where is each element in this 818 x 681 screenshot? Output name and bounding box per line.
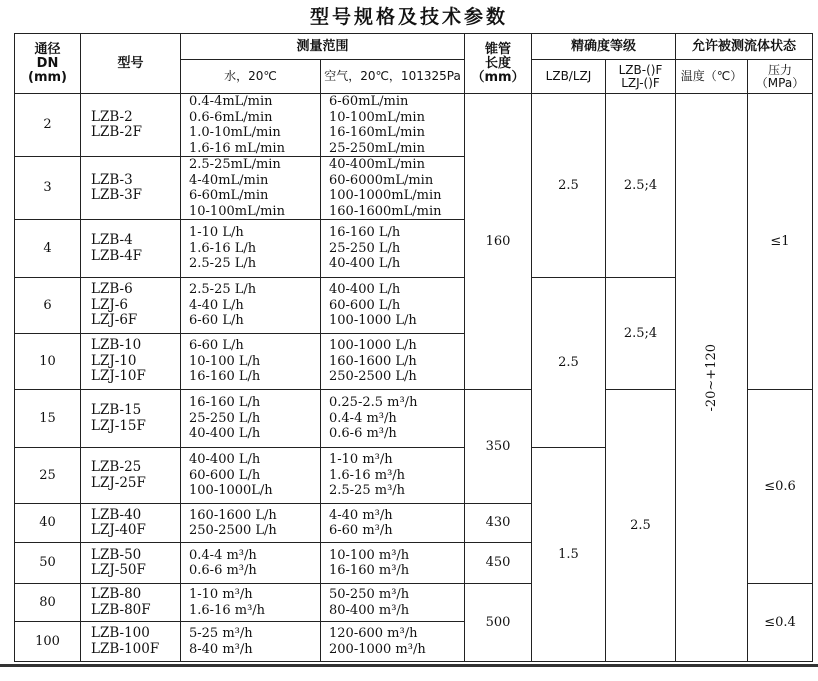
air-range-cell: 10-100 m³/h 16-160 m³/h bbox=[321, 543, 465, 584]
air-range-cell: 1-10 m³/h 1.6-16 m³/h 2.5-25 m³/h bbox=[321, 448, 465, 504]
dn-cell: 15 bbox=[15, 390, 81, 448]
air-range-cell: 40-400mL/min 60-6000mL/min 100-1000mL/min 160-1600mL/min bbox=[321, 157, 465, 220]
water-range-cell: 160-1600 L/h 250-2500 L/h bbox=[181, 504, 321, 543]
page-title: 型号规格及技术参数 bbox=[309, 6, 508, 28]
tube-length-cell: 500 bbox=[465, 584, 532, 662]
air-range-cell: 40-400 L/h 60-600 L/h 100-1000 L/h bbox=[321, 278, 465, 334]
dn-cell: 4 bbox=[15, 220, 81, 278]
temperature-cell: -20~+120 bbox=[676, 94, 748, 662]
air-range-cell: 50-250 m³/h 80-400 m³/h bbox=[321, 584, 465, 622]
header-pressure: 压力（MPa） bbox=[748, 60, 813, 94]
tube-length-cell: 350 bbox=[465, 390, 532, 504]
model-cell: LZB-50 LZJ-50F bbox=[81, 543, 181, 584]
water-range-cell: 2.5-25mL/min 4-40mL/min 6-60mL/min 10-100mL/min bbox=[181, 157, 321, 220]
dn-cell: 3 bbox=[15, 157, 81, 220]
model-cell: LZB-2 LZB-2F bbox=[81, 94, 181, 157]
water-range-cell: 16-160 L/h 25-250 L/h 40-400 L/h bbox=[181, 390, 321, 448]
air-range-cell: 4-40 m³/h 6-60 m³/h bbox=[321, 504, 465, 543]
water-range-cell: 2.5-25 L/h 4-40 L/h 6-60 L/h bbox=[181, 278, 321, 334]
pressure-cell: ≤0.4 bbox=[748, 584, 813, 662]
header-fluid-state: 允许被测流体状态 bbox=[676, 34, 813, 60]
header-accuracy: 精确度等级 bbox=[532, 34, 676, 60]
accuracy-lzb-cell: 2.5 bbox=[532, 94, 606, 278]
dn-cell: 50 bbox=[15, 543, 81, 584]
air-range-cell: 0.25-2.5 m³/h 0.4-4 m³/h 0.6-6 m³/h bbox=[321, 390, 465, 448]
dn-cell: 40 bbox=[15, 504, 81, 543]
dn-cell: 10 bbox=[15, 334, 81, 390]
water-range-cell: 0.4-4 m³/h 0.6-6 m³/h bbox=[181, 543, 321, 584]
water-range-cell: 1-10 L/h 1.6-16 L/h 2.5-25 L/h bbox=[181, 220, 321, 278]
dn-cell: 80 bbox=[15, 584, 81, 622]
header-air: 空气，20℃，101325Pa bbox=[321, 60, 465, 94]
accuracy-lzb-cell: 1.5 bbox=[532, 448, 606, 662]
header-water: 水，20℃ bbox=[181, 60, 321, 94]
dn-cell: 100 bbox=[15, 622, 81, 662]
air-range-cell: 16-160 L/h 25-250 L/h 40-400 L/h bbox=[321, 220, 465, 278]
header-model: 型号 bbox=[81, 34, 181, 94]
model-cell: LZB-6 LZJ-6 LZJ-6F bbox=[81, 278, 181, 334]
spec-table bbox=[14, 33, 813, 662]
bottom-rule bbox=[0, 664, 818, 667]
model-cell: LZB-25 LZJ-25F bbox=[81, 448, 181, 504]
header-temp: 温度（℃） bbox=[676, 60, 748, 94]
header-tube-length: 锥管 长度 （mm） bbox=[465, 34, 532, 94]
header-dn: 通径 DN (mm) bbox=[15, 34, 81, 94]
tube-length-cell: 160 bbox=[465, 94, 532, 390]
model-cell: LZB-15 LZJ-15F bbox=[81, 390, 181, 448]
water-range-cell: 1-10 m³/h 1.6-16 m³/h bbox=[181, 584, 321, 622]
water-range-cell: 5-25 m³/h 8-40 m³/h bbox=[181, 622, 321, 662]
air-range-cell: 120-600 m³/h 200-1000 m³/h bbox=[321, 622, 465, 662]
header-acc-lzb: LZB/LZJ bbox=[532, 60, 606, 94]
accuracy-lzb-cell: 2.5 bbox=[532, 278, 606, 448]
air-range-cell: 100-1000 L/h 160-1600 L/h 250-2500 L/h bbox=[321, 334, 465, 390]
dn-cell: 25 bbox=[15, 448, 81, 504]
model-cell: LZB-3 LZB-3F bbox=[81, 157, 181, 220]
dn-cell: 6 bbox=[15, 278, 81, 334]
model-cell: LZB-40 LZJ-40F bbox=[81, 504, 181, 543]
tube-length-cell: 430 bbox=[465, 504, 532, 543]
header-range: 测量范围 bbox=[181, 34, 465, 60]
water-range-cell: 6-60 L/h 10-100 L/h 16-160 L/h bbox=[181, 334, 321, 390]
table-row bbox=[15, 94, 813, 157]
pressure-cell: ≤0.6 bbox=[748, 390, 813, 584]
accuracy-f-cell: 2.5;4 bbox=[606, 94, 676, 278]
model-cell: LZB-100 LZB-100F bbox=[81, 622, 181, 662]
model-cell: LZB-10 LZJ-10 LZJ-10F bbox=[81, 334, 181, 390]
model-cell: LZB-80 LZB-80F bbox=[81, 584, 181, 622]
pressure-cell: ≤1 bbox=[748, 94, 813, 390]
model-cell: LZB-4 LZB-4F bbox=[81, 220, 181, 278]
air-range-cell: 6-60mL/min 10-100mL/min 16-160mL/min 25-250mL/min bbox=[321, 94, 465, 157]
accuracy-f-cell: 2.5;4 bbox=[606, 278, 676, 390]
water-range-cell: 40-400 L/h 60-600 L/h 100-1000L/h bbox=[181, 448, 321, 504]
water-range-cell: 0.4-4mL/min 0.6-6mL/min 1.0-10mL/min 1.6-16 mL/min bbox=[181, 94, 321, 157]
tube-length-cell: 450 bbox=[465, 543, 532, 584]
dn-cell: 2 bbox=[15, 94, 81, 157]
accuracy-f-cell: 2.5 bbox=[606, 390, 676, 662]
header-acc-f: LZB-()F LZJ-()F bbox=[606, 60, 676, 94]
